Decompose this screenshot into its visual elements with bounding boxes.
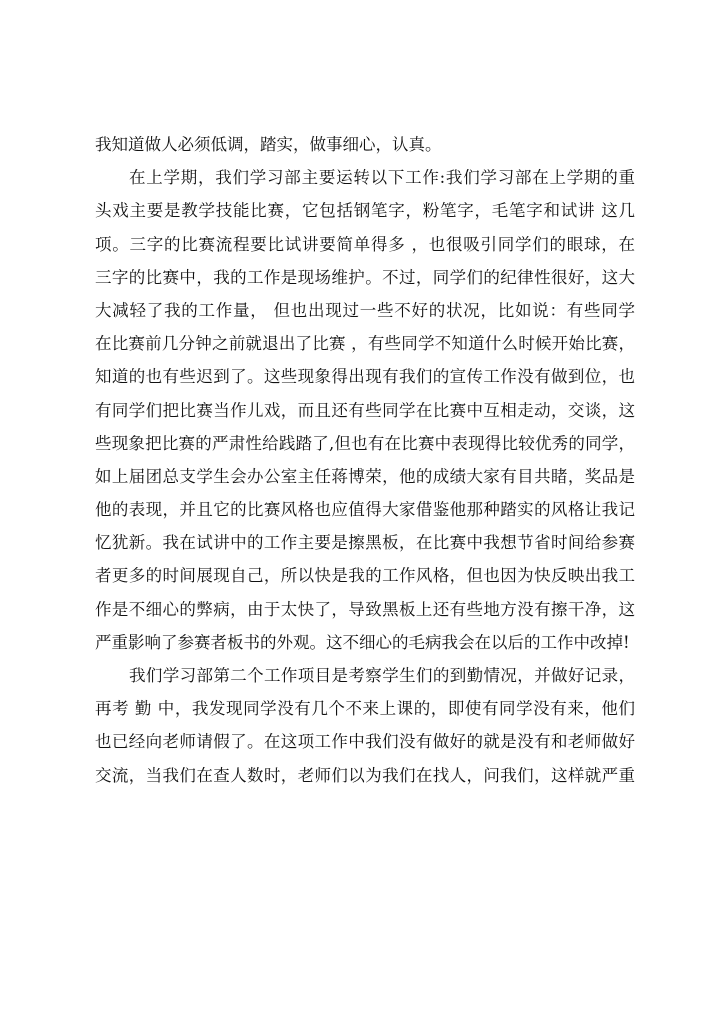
paragraph-line: 有同学们把比赛当作儿戏，而且还有些同学在比赛中互相走动，交谈，这 xyxy=(95,400,635,420)
paragraph-line: 者更多的时间展现自己，所以快是我的工作风格，但也因为快反映出我工 xyxy=(95,566,635,586)
paragraph-line: 严重影响了参赛者板书的外观。这不细心的毛病我会在以后的工作中改掉! xyxy=(95,632,630,652)
paragraph-line: 再考 勤 中，我发现同学没有几个不来上课的，即使有同学没有来，他们 xyxy=(95,699,635,719)
paragraph-line: 头戏主要是教学技能比赛，它包括钢笔字，粉笔字，毛笔字和试讲 这几 xyxy=(95,201,635,221)
paragraph-line: 他的表现，并且它的比赛风格也应值得大家借鉴他那种踏实的风格让我记 xyxy=(95,500,635,520)
paragraph-line: 大减轻了我的工作量， 但也出现过一些不好的状况，比如说：有些同学 xyxy=(95,300,635,320)
paragraph-line: 项。三字的比赛流程要比试讲要简单得多 ，也很吸引同学们的眼球，在 xyxy=(95,234,635,254)
paragraph-line: 也已经向老师请假了。在这项工作中我们没有做好的就是没有和老师做好 xyxy=(95,732,635,752)
paragraph-line: 我们学习部第二个工作项目是考察学生们的到勤情况，并做好记录， xyxy=(129,666,635,685)
paragraph-line: 作是不细心的弊病，由于太快了，导致黑板上还有些地方没有擦干净，这 xyxy=(95,599,635,619)
paragraph-line: 在比赛前几分钟之前就退出了比赛 ，有些同学不知道什么时候开始比赛， xyxy=(95,334,635,354)
paragraph-line: 如上届团总支学生会办公室主任蒋博荣，他的成绩大家有目共睹，奖品是 xyxy=(95,466,635,486)
paragraph-line: 知道的也有些迟到了。这些现象得出现有我们的宣传工作没有做到位，也 xyxy=(95,367,635,387)
paragraph-line: 三字的比赛中，我的工作是现场维护。不过，同学们的纪律性很好，这大 xyxy=(95,267,635,287)
paragraph-line: 在上学期，我们学习部主要运转以下工作:我们学习部在上学期的重 xyxy=(129,168,635,188)
paragraph-line: 些现象把比赛的严肃性给践踏了,但也有在比赛中表现得比较优秀的同学， xyxy=(95,433,635,453)
paragraph-line: 交流，当我们在查人数时，老师们以为我们在找人，问我们，这样就严重 xyxy=(95,765,635,785)
paragraph-line: 我知道做人必须低调，踏实，做事细心，认真。 xyxy=(95,135,442,154)
paragraph-line: 忆犹新。我在试讲中的工作主要是擦黑板，在比赛中我想节省时间给参赛 xyxy=(95,533,635,553)
document-body xyxy=(95,128,635,792)
